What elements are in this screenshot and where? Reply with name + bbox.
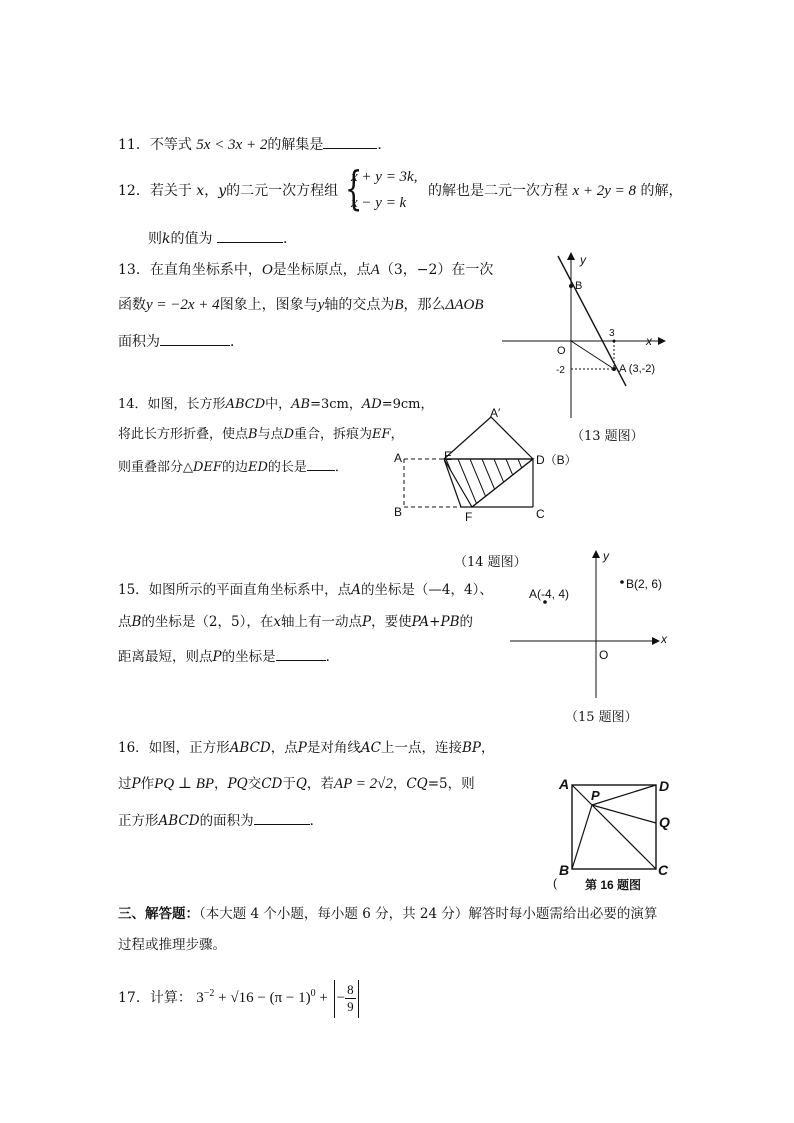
- q12-equation-3: x + 2y = 8: [572, 183, 637, 199]
- q13-l1-a: 在直角坐标系中，: [149, 262, 262, 278]
- q17-term1-exp: −2: [203, 988, 215, 999]
- q16-BP: BP: [461, 740, 481, 756]
- fig14-triangle-DEF: [444, 459, 533, 507]
- fig14-label-C: C: [536, 507, 545, 521]
- q12-number: 12．: [118, 183, 150, 199]
- q13-l1-b: 是坐标原点，点: [272, 262, 371, 278]
- q14-l1-a: 如图，长方形: [147, 397, 226, 412]
- q16-line2: [118, 774, 475, 794]
- fig13-point-A: [612, 367, 616, 371]
- q13-function: y = −2x + 4: [146, 297, 220, 313]
- q14-l2-a: 将此长方形折叠，使点: [118, 427, 249, 442]
- q14-end: ．: [334, 460, 348, 475]
- fig14-label-B: B: [394, 505, 403, 519]
- q12-text-d: 的解，: [640, 183, 683, 199]
- q15-line1: [118, 580, 493, 600]
- q13-line1: [118, 260, 493, 280]
- q16-ABCD: ABCD: [229, 740, 271, 756]
- q13-l1-c: （3，−2）在一次: [379, 262, 494, 278]
- fig16-label-P: P: [591, 788, 600, 803]
- q13-l2-d: ，那么: [403, 297, 446, 313]
- q13-end: ．: [230, 334, 244, 350]
- q12-line1-b: [428, 181, 682, 201]
- q17-line: [118, 974, 361, 1014]
- q13-var-B: B: [394, 297, 404, 313]
- q17-plus-1: +: [218, 990, 227, 1006]
- fig13-label-neg2: -2: [556, 365, 565, 376]
- q13-triangle: ΔAOB: [445, 297, 484, 313]
- q12-var-x: x: [196, 183, 205, 199]
- fig16-label-A: A: [559, 776, 570, 792]
- q14-l1-c: =3cm，: [310, 397, 362, 412]
- q16-number: 16．: [118, 740, 149, 756]
- fig15-label-A: A(-4, 4): [529, 587, 570, 601]
- fig13-function-line: [558, 256, 626, 386]
- q17-expression: [196, 982, 360, 1015]
- q15-l2-e: 的: [459, 614, 473, 630]
- fig15-point-B: [620, 580, 624, 584]
- q14-number: 14．: [118, 397, 148, 412]
- q16-PQ: PQ: [227, 776, 248, 792]
- q17-fraction: [345, 982, 356, 1015]
- q16-end: ．: [309, 813, 324, 829]
- q16-ap: AP = 2√2: [333, 776, 393, 792]
- fig15-label-y: y: [603, 549, 609, 563]
- q14-line2: [118, 425, 404, 445]
- q11-text-b: 的解集是: [267, 137, 324, 153]
- q17-exp0: 0: [310, 988, 316, 999]
- fig13-x-arrow: [658, 337, 666, 345]
- q12-answer-blank[interactable]: [217, 228, 283, 243]
- section3-title: 三、解答题：: [118, 906, 199, 922]
- fig16-BP: [572, 805, 592, 869]
- q13-l2-b: 图象上，图象与: [219, 297, 318, 313]
- q13-line3: [118, 331, 244, 352]
- q16-P2: P: [131, 776, 141, 792]
- fig15-x-arrow: [652, 637, 660, 645]
- q16-AC: AC: [360, 740, 381, 756]
- q17-minus-1: −: [257, 990, 266, 1006]
- q16-l2-c: ，: [214, 776, 228, 792]
- q16-l2-h: =5，则: [427, 776, 475, 792]
- q15-l2-d: ，要使: [371, 614, 412, 630]
- fig13-label-B: B: [575, 280, 583, 292]
- q13-l2-c: 轴的交点为: [324, 297, 395, 313]
- q16-l1-a: 如图，正方形: [148, 740, 230, 756]
- q16-l2-e: 于: [282, 776, 296, 792]
- fig13-tick-3: [613, 340, 616, 343]
- q12-text-c: 的解也是二元一次方程: [428, 183, 568, 199]
- q13-l2-a: 函数: [118, 297, 146, 313]
- q17-minus-2: −: [336, 990, 346, 1006]
- q17-sqrt: √16: [230, 990, 254, 1006]
- q16-ABCD2: ABCD: [158, 813, 200, 829]
- fig16-label-C: C: [658, 862, 669, 878]
- fig13-label-y: y: [580, 253, 586, 267]
- fig15-label-B: B(2, 6): [626, 577, 663, 591]
- q15-number: 15．: [118, 582, 149, 598]
- q15-PAPB: PA+PB: [411, 614, 460, 630]
- q15-line3: [118, 646, 339, 667]
- figure-16: [550, 772, 680, 896]
- q17-text: 计算：: [149, 990, 192, 1006]
- q14-AD: AD: [361, 397, 382, 412]
- q16-l2-d: 交: [247, 776, 262, 792]
- q13-var-y: y: [317, 297, 325, 313]
- q15-end: ．: [325, 649, 340, 665]
- q12-line2-b: 的值为: [170, 231, 213, 247]
- fig15-label-x: x: [661, 632, 667, 646]
- q16-CD: CD: [261, 776, 283, 792]
- q15-answer-blank[interactable]: [276, 646, 326, 661]
- q15-l3-b: 的坐标是: [221, 649, 276, 665]
- q16-l2-f: ，若: [306, 776, 334, 792]
- q13-l3-a: 面积为: [118, 334, 160, 350]
- fig16-PD: [592, 785, 656, 805]
- q16-P: P: [297, 740, 307, 756]
- fig13-label-O: O: [557, 345, 566, 357]
- q14-AB: AB: [291, 397, 311, 412]
- q14-l1-d: =9cm，: [381, 397, 434, 412]
- q12-line1: [118, 181, 338, 201]
- fig16-caption: 第 16 题图: [585, 878, 642, 892]
- q12-text-b: 的二元一次方程组: [226, 183, 339, 199]
- q17-frac-den: 9: [347, 999, 354, 1015]
- q16-l1-d: 上一点，连接: [380, 740, 462, 756]
- q15-l3-a: 距离最短，则点: [118, 649, 213, 665]
- q16-l3-a: 正方形: [118, 813, 159, 829]
- q14-line3: [118, 456, 348, 478]
- fig15-y-arrow: [592, 550, 600, 558]
- q16-l3-b: 的面积为: [199, 813, 254, 829]
- q11-inequality: 5x < 3x + 2: [196, 137, 268, 153]
- fig16-label-paren: (: [553, 876, 557, 890]
- q12-brace: {: [344, 161, 363, 215]
- section3-desc: （本大题 4 个小题，每小题 6 分，共 24 分）解答时每小题需给出必要的演算: [199, 906, 658, 922]
- q16-l2-b: 作: [140, 776, 155, 792]
- fig13-point-B: [569, 284, 573, 288]
- q17-abs-left: [334, 980, 335, 1018]
- fig13-label-A: A (3,-2): [619, 363, 656, 375]
- q17-paren: (π − 1): [269, 990, 311, 1006]
- q15-l1-b: 的坐标是（—4，4）、: [360, 582, 493, 598]
- q16-line3: [118, 810, 323, 831]
- q17-plus-2: +: [319, 990, 328, 1006]
- fig13-segment-OA: [571, 341, 614, 369]
- q16-Q: Q: [295, 776, 307, 792]
- section3-line1: [118, 904, 657, 924]
- q15-l2-b: 的坐标是（2，5），在: [141, 614, 274, 630]
- q15-l2-c: 轴上有一动点: [280, 614, 362, 630]
- q14-l2-c: 重合，拆痕为: [294, 427, 373, 442]
- q17-term1-base: 3: [196, 990, 204, 1006]
- q14-answer-blank[interactable]: [307, 456, 335, 471]
- q11-line: [118, 134, 391, 155]
- section3-line2: [118, 935, 226, 955]
- fig14-caption: （14 题图）: [454, 555, 527, 570]
- q15-l1-a: 如图所示的平面直角坐标系中，点: [148, 582, 352, 598]
- fig14-folded-part: [444, 417, 533, 459]
- q12-comma: ，: [204, 183, 219, 199]
- q16-line1: [118, 738, 494, 758]
- q16-l1-c: 是对角线: [306, 740, 361, 756]
- q14-l3-a: 则重叠部分: [118, 460, 184, 475]
- section3-desc-2: 过程或推理步骤。: [118, 937, 226, 953]
- q16-answer-blank[interactable]: [254, 810, 310, 825]
- fig13-caption: （13 题图）: [571, 429, 644, 444]
- q12-var-y: y: [218, 183, 227, 199]
- q13-answer-blank[interactable]: [160, 331, 230, 346]
- q13-var-O: O: [261, 262, 273, 278]
- q11-text: 不等式: [149, 137, 192, 153]
- q12-end: ．: [282, 231, 297, 247]
- q11-end: ．: [377, 137, 392, 153]
- figure-13: [498, 250, 678, 420]
- fig14-label-F: F: [465, 510, 473, 524]
- q14-B: B: [248, 427, 258, 442]
- fig15-caption: （15 题图）: [565, 710, 638, 725]
- fig15-label-O: O: [599, 648, 609, 662]
- q11-answer-blank[interactable]: [323, 134, 377, 149]
- q13-number: 13．: [118, 262, 150, 278]
- q13-var-A: A: [370, 262, 380, 278]
- q12-var-k: k: [162, 231, 171, 247]
- q16-l2-a: 过: [118, 776, 132, 792]
- q12-equation-2: x − y = k: [351, 195, 407, 211]
- q14-ED: ED: [247, 460, 268, 475]
- fig14-label-A: A: [394, 451, 403, 465]
- q16-l2-g: ，: [392, 776, 407, 792]
- fig16-label-Q: Q: [659, 814, 670, 830]
- q14-l2-d: ，: [390, 427, 404, 442]
- fig16-label-D: D: [659, 778, 670, 794]
- q15-P: P: [361, 614, 372, 630]
- q12-line2-a: 则: [148, 231, 162, 247]
- fig13-y-arrow: [567, 252, 575, 260]
- q14-l3-c: 的长是: [267, 460, 307, 475]
- q14-ABCD: ABCD: [225, 397, 266, 412]
- q11-number: 11．: [118, 137, 150, 153]
- q12-line2: [148, 228, 297, 249]
- q14-l2-b: 与点: [257, 427, 284, 442]
- q16-CQ: CQ: [406, 776, 428, 792]
- q15-A: A: [351, 582, 361, 598]
- q12-equation-1: x + y = 3k,: [351, 169, 418, 185]
- q14-DEF: △DEF: [183, 460, 222, 475]
- fig14-label-E: E: [444, 449, 453, 463]
- fig16-label-B: B: [559, 862, 570, 878]
- q15-line2: [118, 612, 473, 632]
- q17-frac-num: 8: [347, 982, 354, 998]
- q15-l2-a: 点: [118, 614, 132, 630]
- fig13-label-3: 3: [609, 328, 615, 339]
- figure-15: [508, 546, 672, 704]
- q15-x: x: [273, 614, 281, 630]
- fig13-label-x: x: [646, 334, 652, 348]
- q14-l1-b: 中，: [265, 397, 292, 412]
- fig14-label-D: D（B）: [536, 453, 577, 467]
- q13-line2: [118, 295, 484, 315]
- q15-B: B: [131, 614, 142, 630]
- q16-l1-b: ，点: [270, 740, 298, 756]
- fig14-label-Aprime: A′: [490, 406, 501, 420]
- q12-text-a: 若关于: [149, 183, 192, 199]
- q17-number: 17．: [118, 990, 150, 1006]
- q14-EF: EF: [372, 427, 391, 442]
- q17-abs-right: [358, 980, 359, 1018]
- q14-D: D: [283, 427, 295, 442]
- q14-l3-b: 的边: [221, 460, 248, 475]
- figure-14: [386, 405, 616, 525]
- q16-perp: PQ ⊥ BP: [154, 776, 215, 792]
- q15-P2: P: [212, 649, 222, 665]
- q16-l1-e: ，: [480, 740, 495, 756]
